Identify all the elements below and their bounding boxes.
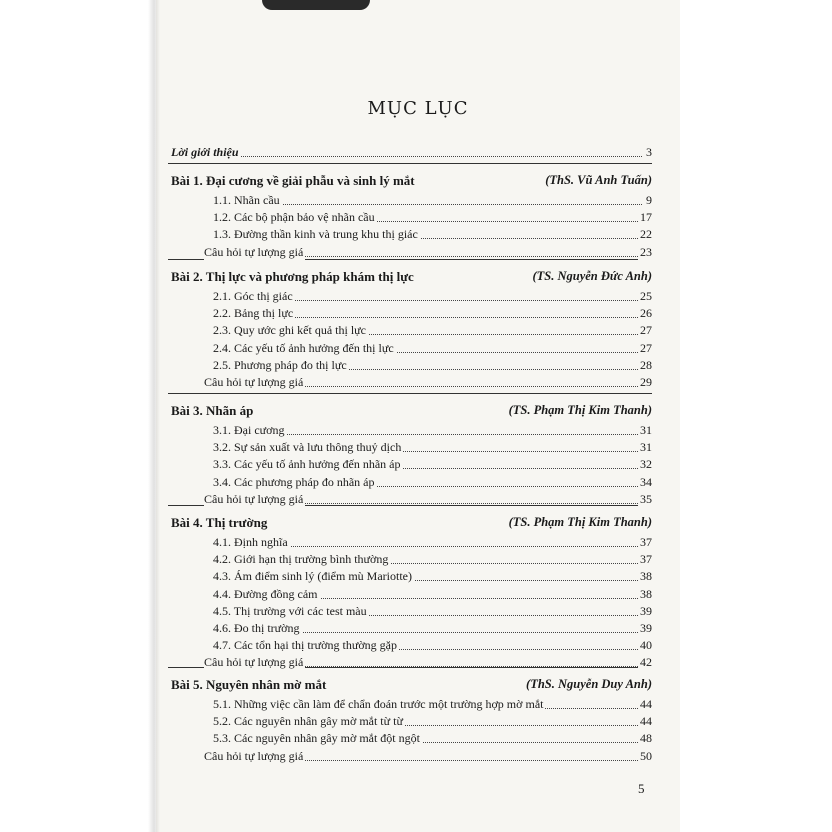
review-row-label: Câu hỏi tự lượng giá [204, 375, 304, 389]
toc-item-label: 2.2. Bảng thị lực [213, 306, 294, 321]
toc-item-label: 1.2. Các bộ phận bảo vệ nhãn cầu [213, 210, 375, 225]
toc-item-page: 38 [640, 569, 652, 584]
review-row-page: 50 [640, 748, 652, 763]
toc-item-page: 27 [640, 340, 652, 355]
dot-leader [233, 204, 642, 205]
chapter-heading [0, 514, 832, 531]
review-row-page: 35 [640, 491, 652, 506]
toc-item-page: 37 [640, 535, 652, 549]
intro-row [0, 144, 832, 161]
toc-item-label: 4.1. Định nghĩa [213, 535, 288, 549]
intro-row-page: 3 [646, 145, 652, 159]
toc-item [0, 305, 832, 322]
toc-item [0, 226, 832, 243]
dot-leader [191, 156, 642, 157]
toc-item-label: 1.3. Đường thần kinh và trung khu thị giác [213, 227, 418, 242]
toc-item [0, 603, 832, 620]
toc-item-label: 5.3. Các nguyên nhân gây mờ mắt đột ngột [213, 731, 420, 746]
toc-item-page: 40 [640, 638, 652, 653]
toc-item [0, 192, 832, 209]
chapter-title: Bài 3. Nhãn áp [171, 403, 254, 418]
chapter-divider [168, 163, 652, 164]
toc-item-page: 39 [640, 621, 652, 635]
toc-item-page: 44 [640, 714, 652, 729]
toc-item [0, 620, 832, 637]
toc-item [0, 637, 832, 654]
page-number: 5 [638, 781, 645, 796]
intro-row-label: Lời giới thiệu [171, 145, 239, 159]
review-row-page: 23 [640, 244, 652, 259]
toc-item-page: 48 [640, 731, 652, 746]
toc-item [0, 288, 832, 305]
toc-item [0, 730, 832, 747]
chapter-title: Bài 1. Đại cương về giải phẫu và sinh lý mắt [171, 173, 415, 188]
review-row-label: Câu hỏi tự lượng giá [204, 748, 304, 763]
chapter-heading [0, 402, 832, 419]
toc-item-label: 4.2. Giới hạn thị trường bình thường [213, 552, 389, 567]
toc-item-label: 1.1. Nhãn cầu [213, 193, 280, 207]
toc-item-label: 2.4. Các yếu tố ảnh hưởng đến thị lực [213, 340, 394, 355]
chapter-author: (ThS. Nguyễn Duy Anh) [526, 677, 652, 691]
review-row-label: Câu hỏi tự lượng giá [204, 244, 304, 259]
review-row-label: Câu hỏi tự lượng giá [204, 491, 304, 506]
toc-item-page: 17 [640, 210, 652, 225]
toc-item-label: 2.5. Phương pháp đo thị lực [213, 357, 347, 372]
toc-item [0, 586, 832, 603]
toc-item-label: 3.2. Sự sản xuất và lưu thông thuỷ dịch [213, 440, 402, 455]
chapter-author: (TS. Nguyễn Đức Anh) [532, 269, 652, 283]
chapter-title: Bài 5. Nguyên nhân mờ mắt [171, 677, 327, 692]
chapter-heading [0, 676, 832, 693]
chapter-title: Bài 4. Thị trường [171, 515, 268, 530]
toc-item-label: 5.1. Những việc cần làm để chẩn đoán trước một trường hợp mờ mắt [213, 697, 544, 711]
toc-item-page: 25 [640, 289, 652, 303]
toc-item-label: 4.5. Thị trường với các test màu [213, 603, 367, 618]
toc-item-label: 4.6. Đo thị trường [213, 621, 300, 635]
toc-item-page: 38 [640, 586, 652, 601]
chapter-heading [0, 172, 832, 189]
toc-item-label: 4.3. Ám điểm sinh lý (điểm mù Mariotte) [213, 569, 412, 584]
toc-item [0, 439, 832, 456]
toc-item-page: 9 [646, 193, 652, 207]
review-row-label: Câu hỏi tự lượng giá [204, 655, 304, 670]
chapter-author: (ThS. Vũ Anh Tuấn) [545, 173, 652, 187]
toc-item-label: 4.4. Đường đồng cảm [213, 586, 318, 601]
toc-item-label: 3.4. Các phương pháp đo nhãn áp [213, 474, 375, 489]
toc-item-page: 22 [640, 227, 652, 242]
toc-item [0, 340, 832, 357]
chapter-author: (TS. Phạm Thị Kim Thanh) [508, 403, 652, 417]
toc-item-page: 37 [640, 552, 652, 567]
toc-item-page: 44 [640, 697, 652, 711]
toc-item-label: 3.3. Các yếu tố ảnh hưởng đến nhãn áp [213, 457, 401, 472]
toc-item [0, 568, 832, 585]
toc-item-label: 2.3. Quy ước ghi kết quả thị lực [213, 323, 366, 338]
review-row-page: 29 [640, 375, 652, 389]
toc-item [0, 422, 832, 439]
review-row [0, 748, 832, 765]
toc-item-page: 28 [640, 357, 652, 372]
toc-title: MỤC LỤC [367, 98, 469, 119]
chapter-divider [168, 393, 652, 394]
toc-item-page: 31 [640, 423, 652, 437]
toc-item [0, 209, 832, 226]
chapter-heading [0, 268, 832, 285]
toc-item [0, 534, 832, 551]
toc-item [0, 474, 832, 491]
toc-item [0, 322, 832, 339]
review-row [0, 374, 832, 391]
toc-item-label: 5.2. Các nguyên nhân gây mờ mắt từ từ [213, 714, 403, 729]
toc-item-label: 3.1. Đại cương [213, 423, 285, 437]
review-row [0, 654, 832, 671]
toc-item [0, 357, 832, 374]
toc-item [0, 456, 832, 473]
dot-leader [233, 546, 642, 547]
toc-item [0, 696, 832, 713]
dot-leader [233, 434, 642, 435]
toc-item-page: 26 [640, 306, 652, 321]
book-binding [262, 0, 370, 10]
review-row-page: 42 [640, 655, 652, 670]
toc-item [0, 713, 832, 730]
toc-item-label: 4.7. Các tổn hại thị trường thường gặp [213, 638, 398, 653]
toc-item-page: 39 [640, 603, 652, 618]
toc-item [0, 551, 832, 568]
toc-item-page: 34 [640, 474, 652, 489]
toc-item-page: 27 [640, 323, 652, 338]
toc-item-page: 32 [640, 457, 652, 472]
chapter-title: Bài 2. Thị lực và phương pháp khám thị lực [171, 269, 414, 284]
chapter-author: (TS. Phạm Thị Kim Thanh) [508, 515, 652, 529]
toc-item-page: 31 [640, 440, 652, 455]
toc-item-label: 2.1. Góc thị giác [213, 289, 293, 303]
